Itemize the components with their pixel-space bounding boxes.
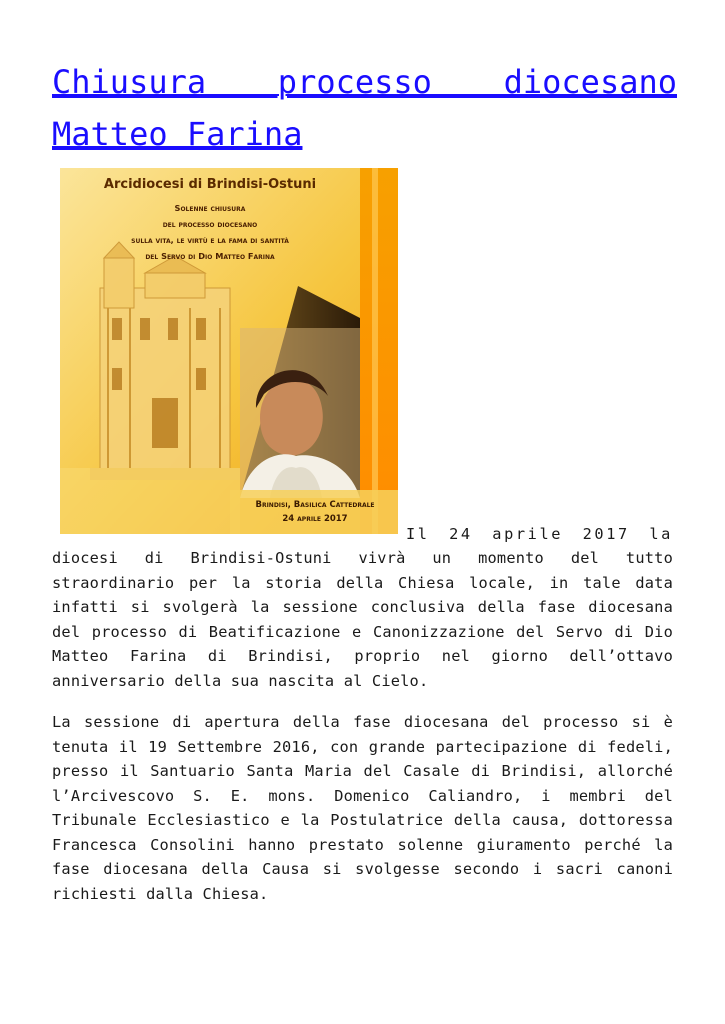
poster-date: 24 aprile 2017 bbox=[282, 514, 348, 524]
paragraph-1: diocesi di Brindisi-Ostuni vivrà un momento del tutto straordinario per la storia della Chiesa locale, in tale data infatti si svolgerà la sessione conclusiva della fase diocesana del processo di Beatificazione e Canonizzazione del Servo di Dio Matteo Farina di Brindisi, proprio nel giorno dell’ottavo anniversario della sua nascita al Cielo. bbox=[52, 549, 673, 690]
event-poster-image bbox=[60, 168, 398, 534]
poster-place-date bbox=[235, 498, 395, 526]
paragraph-1-lead: Il 24 aprile 2017 la bbox=[406, 525, 673, 543]
article-title[interactable] bbox=[52, 56, 677, 160]
article-title-link[interactable]: Chiusura processo diocesano Matteo Farina bbox=[52, 63, 677, 153]
poster-line-3: sulla vita, le virtù e la fama di santità bbox=[131, 235, 289, 245]
poster-line-4: del Servo di Dio Matteo Farina bbox=[145, 251, 275, 261]
poster-line-2: del processo diocesano bbox=[162, 219, 258, 229]
portrait-illustration bbox=[240, 328, 360, 498]
poster-place: Brindisi, Basilica Cattedrale bbox=[255, 500, 375, 510]
poster-heading: Arcidiocesi di Brindisi-Ostuni bbox=[103, 177, 317, 192]
paragraph-2: La sessione di apertura della fase diocesana del processo si è tenuta il 19 Settembre 2016, con grande partecipazione di fedeli, presso il Santuario Santa Maria del Casale di Brindisi, allorché l’Arcivescovo S. E. mons. Domenico Caliandro, i membri del Tribunale Ecclesiastico e la Postulatrice della causa, dottoressa Francesca Consolini hanno prestato solenne giuramento perché la fase diocesana della Causa si svolgesse secondo i sacri canoni richiesti dalla Chiesa. bbox=[52, 713, 673, 903]
poster-line-1: Solenne chiusura bbox=[174, 203, 246, 213]
